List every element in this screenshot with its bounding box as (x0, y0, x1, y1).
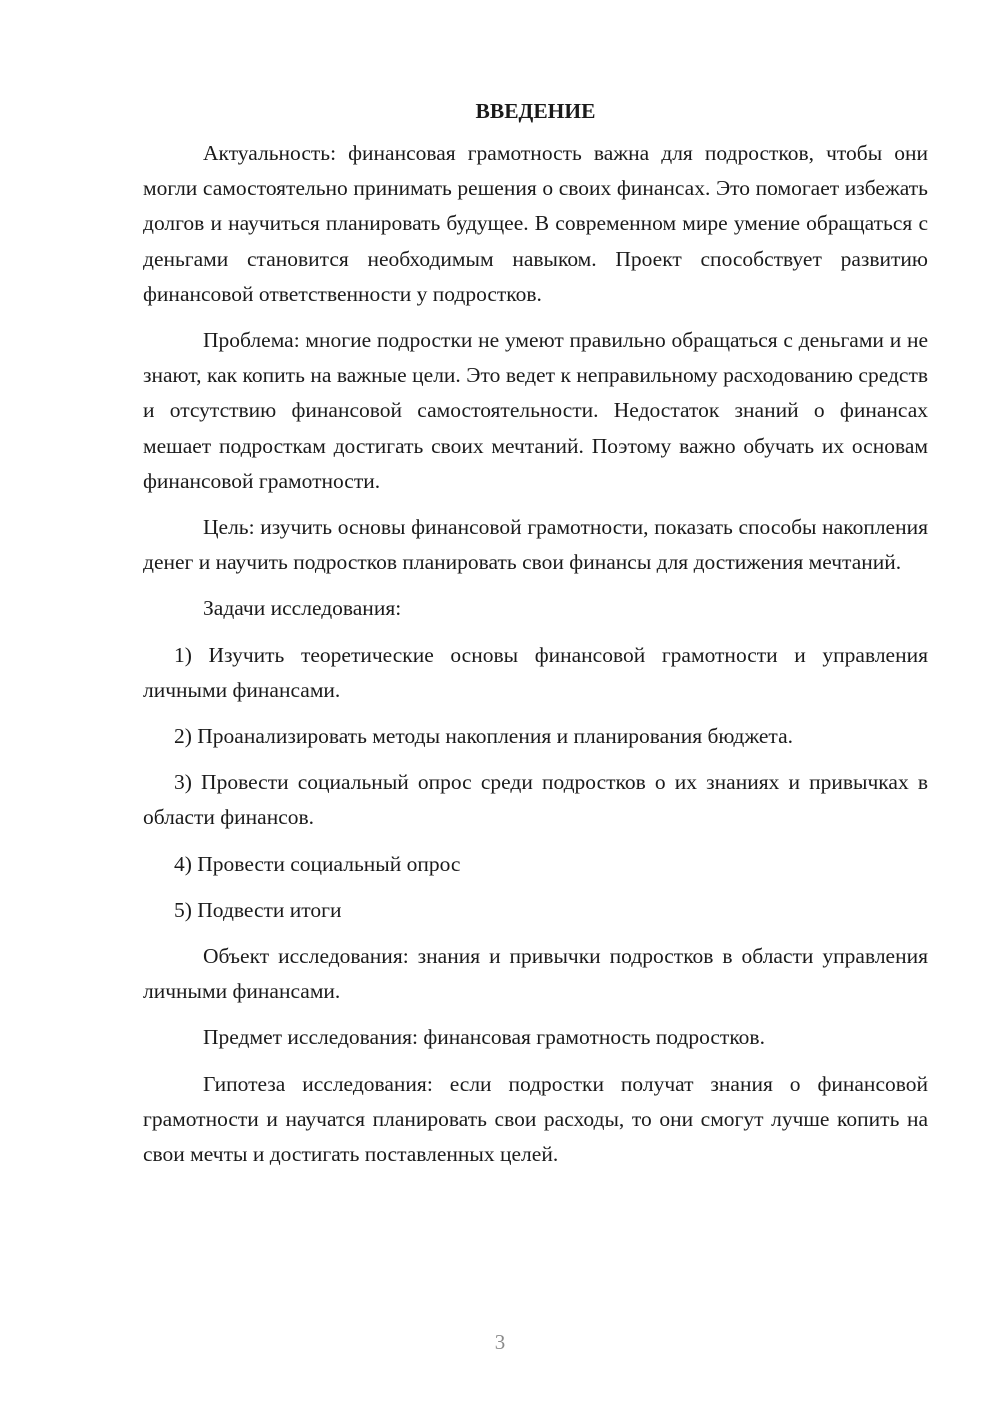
document-page (143, 94, 928, 1183)
task-item-3: 3) Провести социальный опрос среди подростков о их знаниях и привычках в области финансов. (143, 770, 928, 830)
goal-paragraph: Цель: изучить основы финансовой грамотности, показать способы накопления денег и научить подростков планировать свои финансы для достижения мечтаний. (143, 515, 928, 575)
task-item-2: 2) Проанализировать методы накопления и планирования бюджета. (174, 724, 794, 749)
task-item-1: 1) Изучить теоретические основы финансовой грамотности и управления личными финансами. (143, 642, 928, 702)
relevance-paragraph: Актуальность: финансовая грамотность важна для подростков, чтобы они могли самостоятельно принимать решения о своих финансах. Это помогает избежать долгов и научиться планировать будущее. В современном мире умение обращаться с деньгами становится необходимым навыком. Проект способствует развитию финансовой ответственности у подростков. (143, 141, 928, 306)
page-number: 3 (494, 1330, 506, 1354)
section-title: ВВЕДЕНИЕ (475, 99, 596, 123)
tasks-heading: Задачи исследования: (203, 596, 402, 621)
problem-paragraph: Проблема: многие подростки не умеют правильно обращаться с деньгами и не знают, как копить на важные цели. Это ведет к неправильному расходованию средств и отсутствию финансовой самостоятельности. Недостаток знаний о финансах мешает подросткам достигать своих мечтаний. Поэтому важно обучать их основам финансовой грамотности. (143, 328, 928, 493)
task-item-5: 5) Подвести итоги (174, 897, 342, 922)
subject-paragraph: Предмет исследования: финансовая грамотность подростков. (203, 1025, 765, 1050)
hypothesis-paragraph: Гипотеза исследования: если подростки получат знания о финансовой грамотности и научатся планировать свои расходы, то они смогут лучше копить на свои мечты и достигать поставленных целей. (143, 1071, 928, 1167)
object-paragraph: Объект исследования: знания и привычки подростков в области управления личными финансами. (143, 944, 928, 1004)
task-item-4: 4) Провести социальный опрос (174, 851, 461, 876)
